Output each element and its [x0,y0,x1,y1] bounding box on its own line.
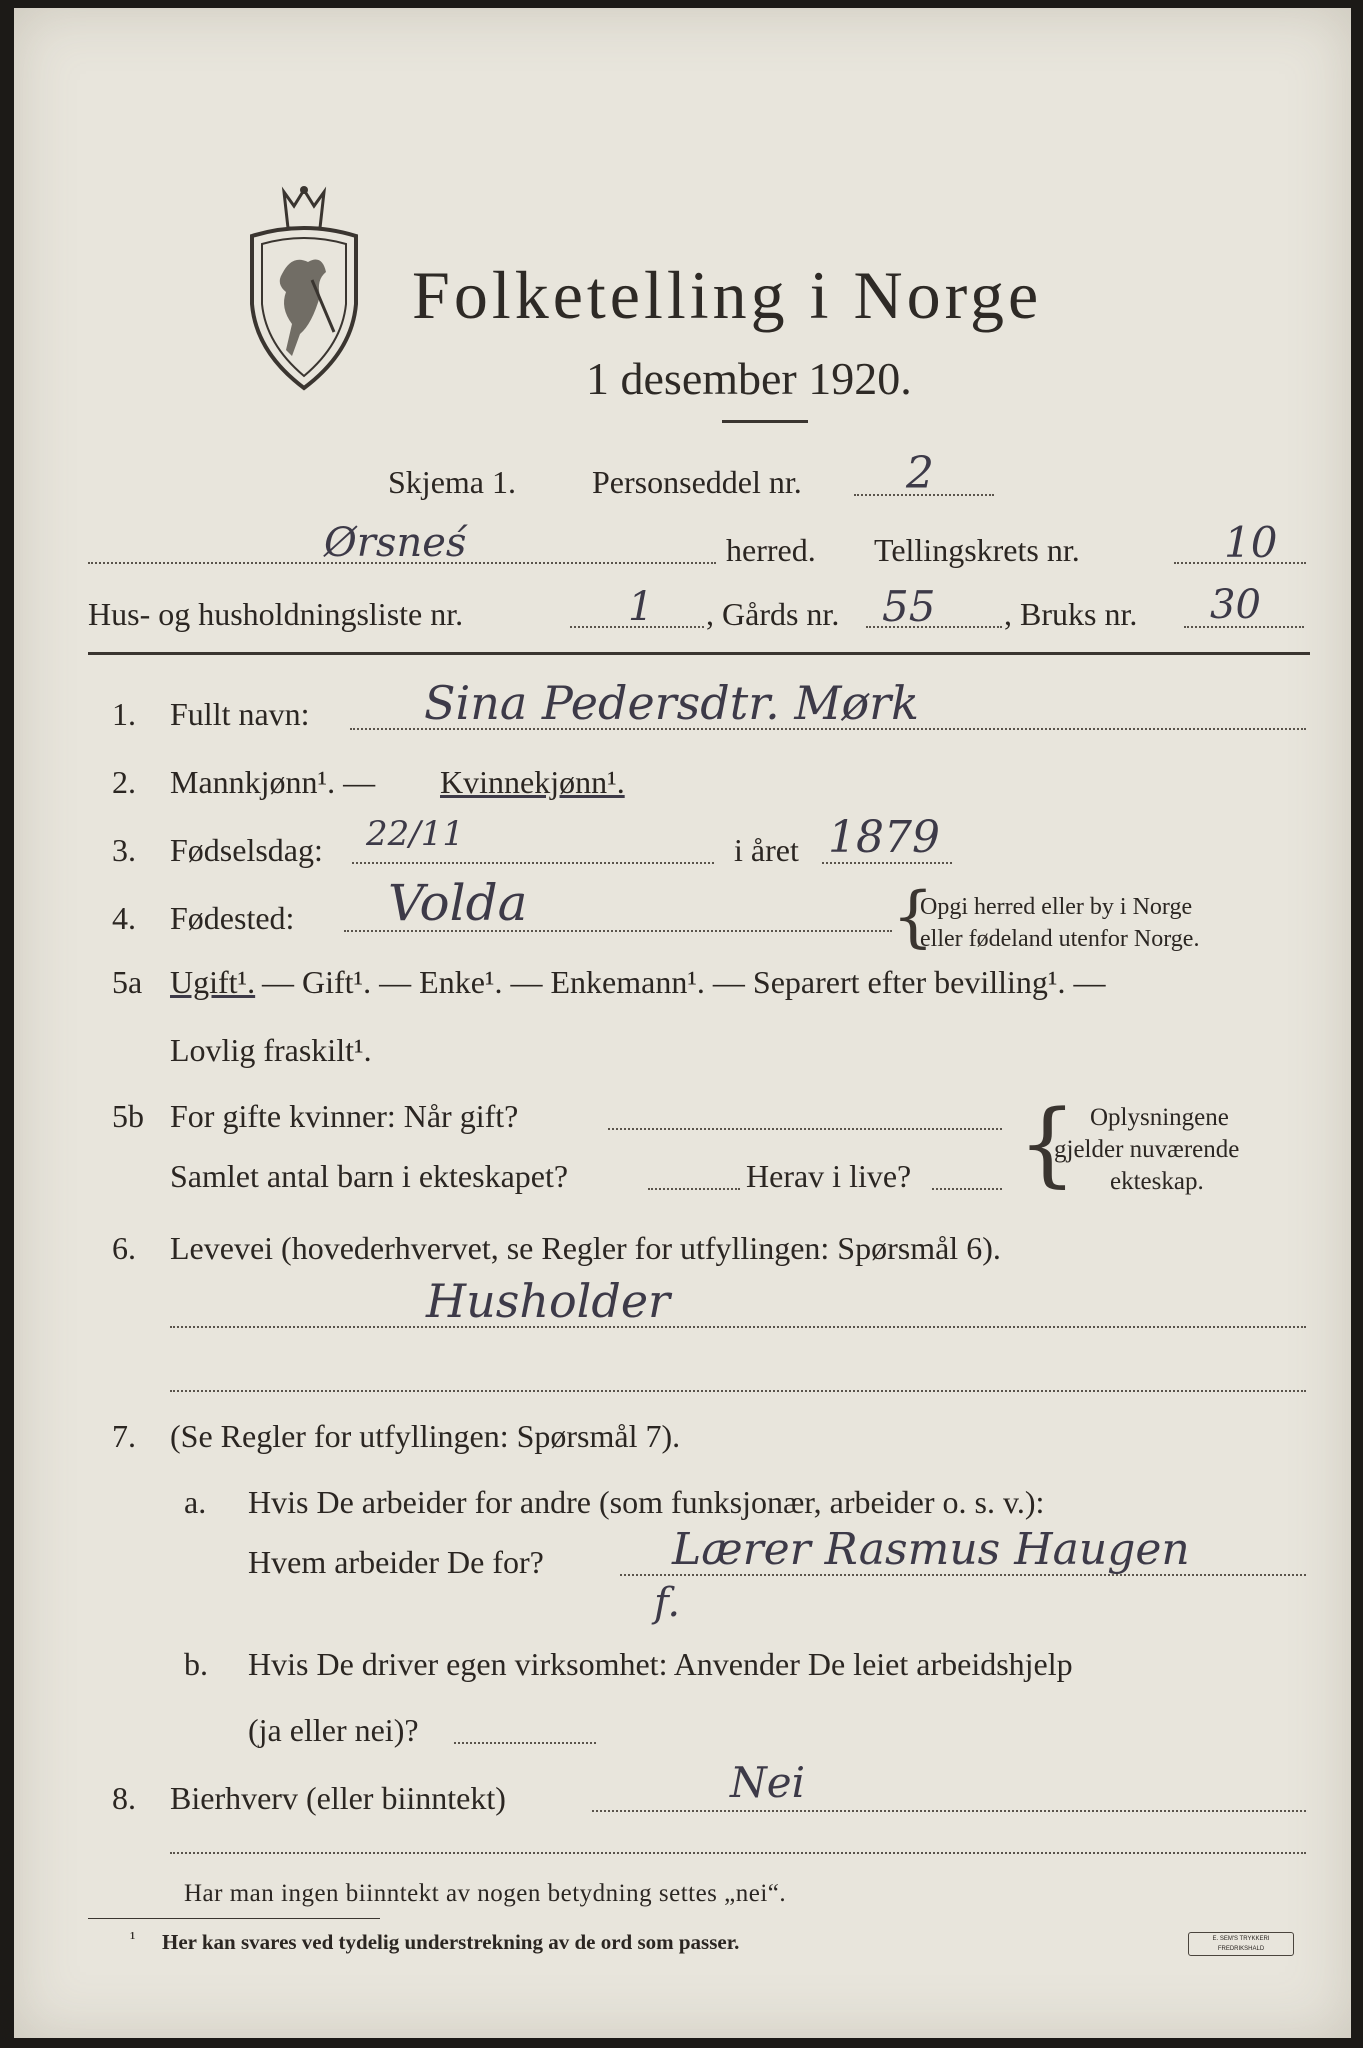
q5a-line2: Lovlig fraskilt¹. [170,1032,372,1068]
bottom-note: Har man ingen biinntekt av nogen betydning settes „nei“. [184,1880,787,1907]
q4-note-2: eller fødeland utenfor Norge. [920,926,1200,952]
q2-number: 2. [112,764,136,800]
q5b-line1: For gifte kvinner: Når gift? [170,1098,519,1134]
personseddel-value: 2 [906,448,934,499]
q5a-options: — Gift¹. — Enke¹. — Enkemann¹. — Separert efter bevilling¹. — [262,964,1106,1000]
q6-line-1 [170,1326,1306,1328]
q6-label: Levevei (hovederhvervet, se Regler for utfyllingen: Spørsmål 6). [170,1230,1001,1266]
herred-label: herred. [726,532,816,568]
q7b-line [454,1742,596,1744]
gards-value: 55 [882,582,936,631]
q5a-ugift: Ugift¹. [170,964,256,1000]
bruks-label: , Bruks nr. [1004,596,1138,632]
census-date: 1 desember 1920. [586,353,912,404]
bruks-value: 30 [1210,582,1261,628]
husliste-value: 1 [628,584,654,630]
q7b-letter: b. [184,1646,208,1682]
q3-year-value: 1879 [828,812,940,863]
q1-label: Fullt navn: [170,696,310,732]
q2-kvinnekjonn: Kvinnekjønn¹. [440,764,625,800]
footnote-text: Her kan svares ved tydelig understrekning av de ord som passer. [162,1930,740,1954]
q8-number: 8. [112,1780,136,1816]
q5b-alive-label: Herav i live? [746,1158,912,1194]
q5b-children-label: Samlet antal barn i ekteskapet? [170,1158,569,1194]
q7-label: (Se Regler for utfyllingen: Spørsmål 7). [170,1418,681,1454]
q7a-line2: Hvem arbeider De for? [248,1544,544,1580]
q6-number: 6. [112,1230,136,1266]
q4-note-1: Opgi herred eller by i Norge [920,894,1193,920]
gards-label: , Gårds nr. [706,596,840,632]
q7a-value-2: f. [654,1580,681,1626]
q5b-note-2: gjelder nuværende [1054,1136,1240,1163]
q8-label: Bierhverv (eller biinntekt) [170,1780,506,1816]
skjema-label: Skjema 1. [388,464,516,500]
q7a-value: Lærer Rasmus Haugen [672,1524,1190,1575]
q3-day-value: 22/11 [366,814,464,854]
q7a-letter: a. [184,1484,207,1520]
q8-line-2 [170,1852,1306,1854]
census-form [14,8,1351,2038]
q3-number: 3. [112,832,136,868]
q4-value: Volda [388,874,528,932]
q7a-line1: Hvis De arbeider for andre (som funksjonær, arbeider o. s. v.): [248,1484,1045,1520]
q1-value: Sina Pedersdtr. Mørk [424,676,920,730]
q3-label: Fødselsdag: [170,832,323,868]
q5b-note-3: ekteskap. [1110,1168,1204,1195]
tellingskrets-value: 10 [1224,518,1278,567]
q7-number: 7. [112,1418,136,1454]
q5b-brace: { [1018,1090,1077,1197]
printer-stamp-text: E. SEM'S TRYKKERI FREDRIKSHALD [1212,1936,1270,1952]
footnote-rule [88,1918,380,1919]
q3-year-label: i året [734,832,799,868]
husliste-label: Hus- og husholdningsliste nr. [88,596,464,632]
q5b-note-1: Oplysningene [1090,1104,1229,1131]
q8-line [592,1810,1306,1812]
q5b-married-line [608,1128,1002,1130]
q5a-number: 5a [112,964,143,1000]
herred-line [88,562,716,564]
footnote-mark: ¹ [130,1928,136,1948]
title-rule [722,420,808,423]
q4-label: Fødested: [170,900,295,936]
q5b-number: 5b [112,1098,144,1134]
q7b-line2: (ja eller nei)? [248,1712,419,1748]
tellingskrets-label: Tellingskrets nr. [874,532,1080,568]
header-divider [88,652,1310,655]
q3-day-line [352,862,714,864]
q4-brace: { [892,878,934,955]
page-title: Folketelling i Norge [412,257,1043,333]
q1-number: 1. [112,696,136,732]
herred-value: Ørsneś [324,520,467,566]
q2-mannkjonn: Mannkjønn¹. — [170,764,376,800]
q8-value: Nei [730,1758,806,1807]
q5b-alive-line [932,1188,1002,1190]
printer-stamp [1188,1932,1294,1956]
q7b-line1: Hvis De driver egen virksomhet: Anvender De leiet arbeidshjelp [248,1646,1073,1682]
coat-of-arms-icon [242,184,366,396]
personseddel-label: Personseddel nr. [592,464,802,500]
q6-value: Husholder [426,1274,671,1328]
q6-line-2 [170,1390,1306,1392]
q5b-children-line [648,1188,740,1190]
q4-number: 4. [112,900,136,936]
